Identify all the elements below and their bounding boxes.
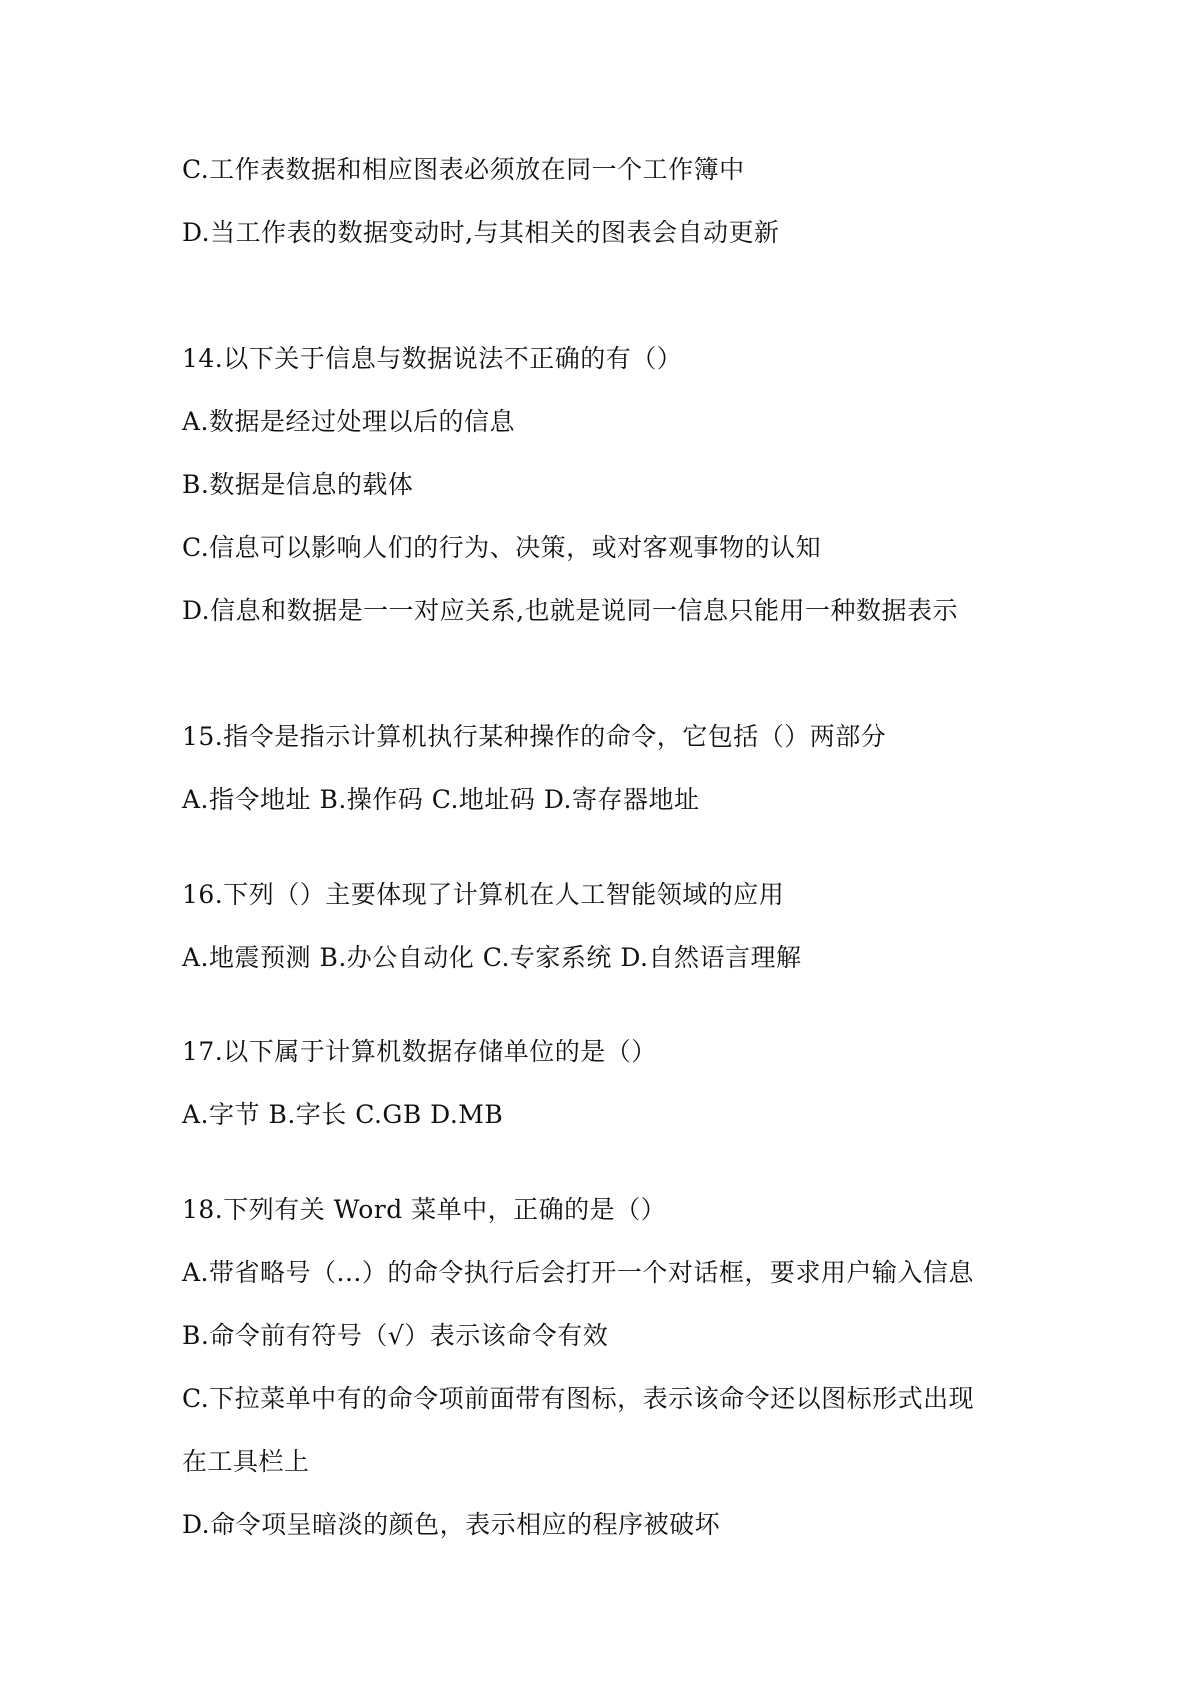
- q18-option-c-line2: 在工具栏上: [182, 1447, 310, 1476]
- q13-option-c: C.工作表数据和相应图表必须放在同一个工作簿中: [182, 155, 745, 184]
- q15-options: A.指令地址 B.操作码 C.地址码 D.寄存器地址: [182, 785, 700, 814]
- q18-option-c-line1: C.下拉菜单中有的命令项前面带有图标，表示该命令还以图标形式出现: [182, 1384, 975, 1413]
- q18-option-b: B.命令前有符号（√）表示该命令有效: [182, 1321, 609, 1350]
- q16-options: A.地震预测 B.办公自动化 C.专家系统 D.自然语言理解: [182, 943, 802, 972]
- q14-option-a: A.数据是经过处理以后的信息: [182, 407, 516, 436]
- q15-question: 15.指令是指示计算机执行某种操作的命令，它包括（）两部分: [182, 722, 887, 751]
- q18-option-d: D.命令项呈暗淡的颜色，表示相应的程序被破坏: [182, 1510, 721, 1539]
- q18-question: 18.下列有关 Word 菜单中，正确的是（）: [182, 1195, 667, 1224]
- q14-option-b: B.数据是信息的载体: [182, 470, 414, 499]
- q13-option-d: D.当工作表的数据变动时,与其相关的图表会自动更新: [182, 218, 780, 247]
- q17-options: A.字节 B.字长 C.GB D.MB: [182, 1100, 504, 1129]
- q14-question: 14.以下关于信息与数据说法不正确的有（）: [182, 344, 683, 373]
- q18-option-a: A.带省略号（...）的命令执行后会打开一个对话框，要求用户输入信息: [182, 1258, 974, 1287]
- q14-option-c: C.信息可以影响人们的行为、决策，或对客观事物的认知: [182, 533, 822, 562]
- q17-question: 17.以下属于计算机数据存储单位的是（）: [182, 1037, 657, 1066]
- q16-question: 16.下列（）主要体现了计算机在人工智能领域的应用: [182, 880, 785, 909]
- q14-option-d: D.信息和数据是一一对应关系,也就是说同一信息只能用一种数据表示: [182, 596, 959, 625]
